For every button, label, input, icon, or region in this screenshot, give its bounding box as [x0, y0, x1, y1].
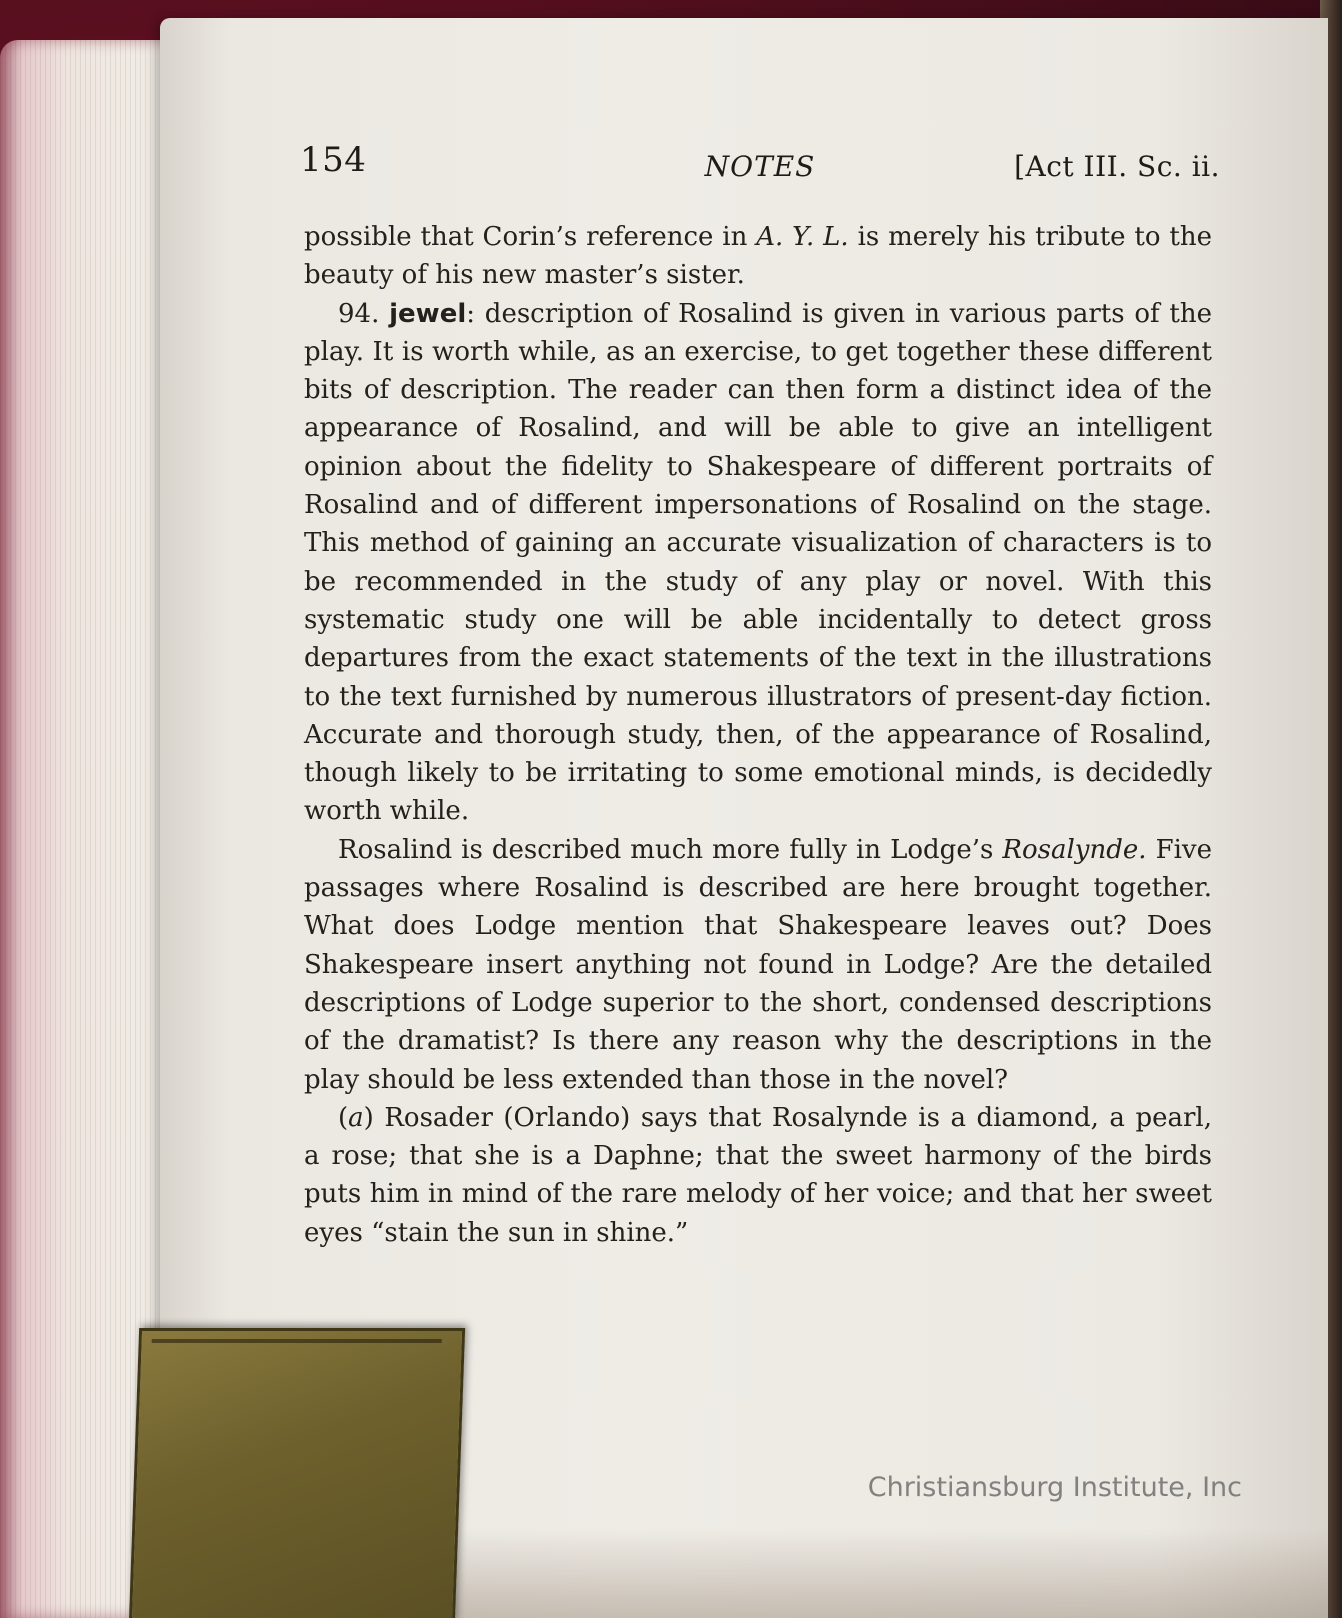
- page-body: [304, 218, 1212, 1252]
- bookmark-clip: [129, 1328, 465, 1618]
- item-label: a: [348, 1102, 364, 1133]
- paragraph-a: (a) Rosader (Orlando) says that Rosalynde is a diamond, a pearl, a rose; that she is a Daphne; that the sweet harmony of the birds puts him in mind of the rare melody of her voice; and that her sweet eyes “stain the sun in shine.”: [304, 1102, 1212, 1248]
- paragraph-continuation: [304, 218, 1212, 295]
- paragraph-text: is merely his tribute to the beauty of his new master’s sister.: [304, 222, 1213, 291]
- note-94: [304, 295, 1212, 831]
- watermark: Christiansburg Institute, Inc: [867, 1472, 1242, 1503]
- italic-title: Rosalynde.: [1002, 834, 1147, 865]
- paragraph-text: : description of Rosalind is given in various parts of the play. It is worth while, as an exercise, to get together these different bits of description. The reader can then form a distinct idea of the appearance of Rosalind, and will be able to give an intelligent opinion about the fidelity to Shakespeare of different portraits of Rosalind and of different impersonations of Rosalind on the stage. This method of gaining an accurate visualization of characters is to be recommended in the study of any play or novel. With this systematic study one will be able incidentally to detect gross departures from the exact statements of the text in the illustrations to the text furnished by numerous illustrators of present-day fiction. Accurate and thorough study, then, of the appearance of Rosalind, though likely to be irritating to some emotional minds, is decidedly worth while.: [304, 298, 1213, 827]
- running-title: NOTES: [704, 150, 816, 183]
- paragraph-text: Five passages where Rosalind is described are here brought together. What does Lodge mention that Shakespeare leaves out? Does Shakespeare insert anything not found in Lodge? Are the detailed descriptions of Lodge superior to the short, condensed descriptions of the dramatist? Is there any reason why the descriptions in the play should be less extended than those in the novel?: [304, 834, 1212, 1095]
- section-reference: [Act III. Sc. ii.: [1014, 150, 1220, 183]
- note-keyword: jewel: [389, 298, 467, 329]
- paragraph-text: possible that Corin’s reference in: [304, 222, 748, 252]
- page-number: 154: [300, 140, 367, 180]
- paragraph-text: Rosalind is described much more fully in Lodge’s: [338, 834, 994, 865]
- note-number: 94.: [338, 298, 380, 329]
- page-header: [300, 130, 1220, 190]
- paragraph-lodge: [304, 831, 1212, 1099]
- paragraph-text: Rosader (Orlando) says that Rosalynde is a diamond, a pearl, a rose; that she is a Daphne; that the sweet harmony of the birds puts him in mind of the rare melody of her voice; and that her sweet eyes “stain the sun in shine.”: [304, 1102, 1212, 1248]
- italic-abbreviation: A. Y. L.: [756, 222, 849, 252]
